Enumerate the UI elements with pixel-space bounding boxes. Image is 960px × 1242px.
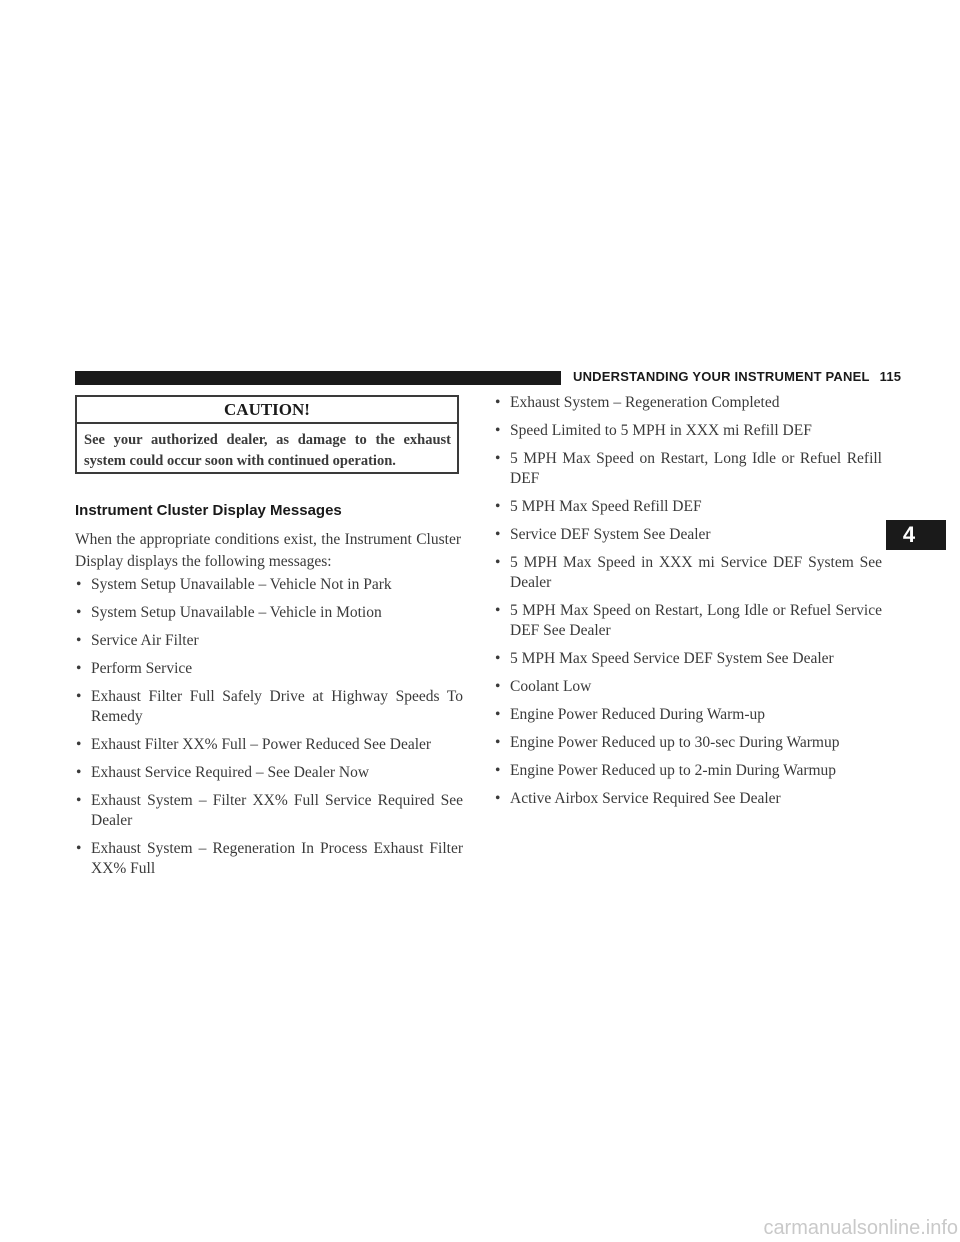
list-item: • Service Air Filter (75, 631, 463, 651)
caution-text: See your authorized dealer, as damage to the exhaust system could occur soon with continued operation. (84, 432, 451, 469)
list-item: • 5 MPH Max Speed on Restart, Long Idle or Refuel Refill DEF (494, 449, 882, 489)
running-header (573, 369, 901, 384)
list-item: • System Setup Unavailable – Vehicle Not in Park (75, 575, 463, 595)
list-item: • Speed Limited to 5 MPH in XXX mi Refill DEF (494, 421, 882, 441)
message-list-left (75, 575, 463, 887)
intro-paragraph: When the appropriate conditions exist, the Instrument Cluster Display displays the following messages: (75, 531, 461, 570)
list-item: • Engine Power Reduced During Warm-up (494, 705, 882, 725)
caution-box (75, 395, 459, 474)
list-item: • Engine Power Reduced up to 2-min During Warmup (494, 761, 882, 781)
list-item: • Engine Power Reduced up to 30-sec During Warmup (494, 733, 882, 753)
list-item: • 5 MPH Max Speed on Restart, Long Idle or Refuel Service DEF See Dealer (494, 601, 882, 641)
list-item: • Perform Service (75, 659, 463, 679)
section-heading: Instrument Cluster Display Messages (75, 502, 342, 519)
header-title: UNDERSTANDING YOUR INSTRUMENT PANEL (573, 369, 870, 384)
chapter-tab: 4 (886, 520, 946, 550)
page-number: 115 (879, 369, 902, 384)
list-item: • Exhaust System – Filter XX% Full Service Required See Dealer (75, 791, 463, 831)
list-item: • Exhaust System – Regeneration Completed (494, 393, 882, 413)
watermark-text: carmanualsonline.info (763, 1217, 958, 1239)
list-item: • Exhaust System – Regeneration In Process Exhaust Filter XX% Full (75, 839, 463, 879)
list-item: • System Setup Unavailable – Vehicle in Motion (75, 603, 463, 623)
header-rule (75, 371, 561, 385)
list-item: • Coolant Low (494, 677, 882, 697)
list-item: • Exhaust Filter XX% Full – Power Reduced See Dealer (75, 735, 463, 755)
message-list-right (494, 393, 882, 817)
caution-title: CAUTION! (77, 397, 457, 424)
list-item: • 5 MPH Max Speed Refill DEF (494, 497, 882, 517)
list-item: • Exhaust Filter Full Safely Drive at Highway Speeds To Remedy (75, 687, 463, 727)
list-item: • Exhaust Service Required – See Dealer Now (75, 763, 463, 783)
list-item: • Service DEF System See Dealer (494, 525, 882, 545)
list-item: • 5 MPH Max Speed Service DEF System See Dealer (494, 649, 882, 669)
list-item: • 5 MPH Max Speed in XXX mi Service DEF System See Dealer (494, 553, 882, 593)
list-item: • Active Airbox Service Required See Dealer (494, 789, 882, 809)
